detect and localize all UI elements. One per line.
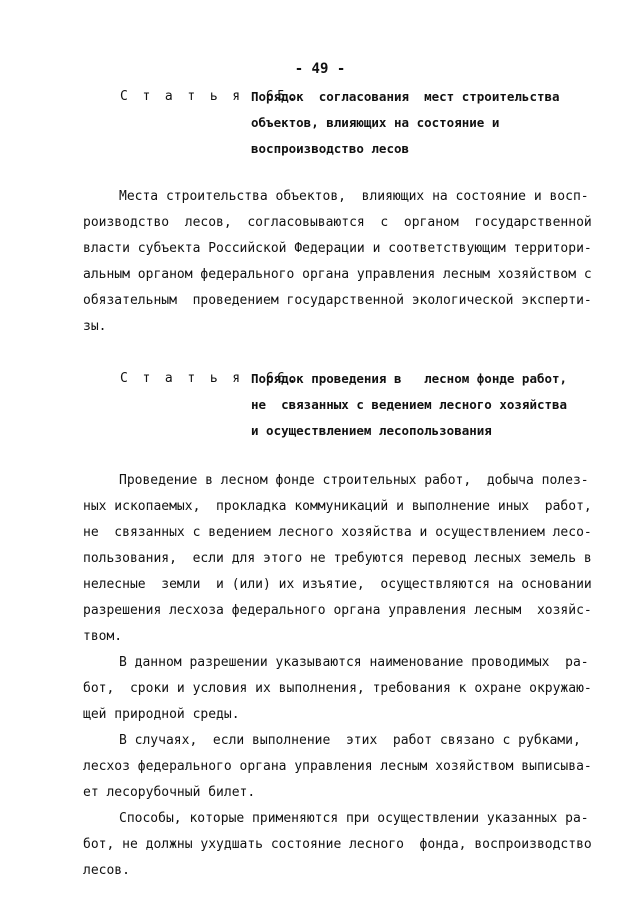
text-line: роизводство лесов, согласовываются с органом государственной [83,215,592,230]
text-line: В случаях, если выполнение этих работ связано с рубками, [119,733,581,748]
text-line: В данном разрешении указываются наименование проводимых ра- [119,655,589,670]
article-title-line: объектов, влияющих на состояние и [251,115,500,130]
text-line: альным органом федерального органа управления лесным хозяйством с [83,267,592,282]
article-title-line: Порядок согласования мест строительства [251,89,560,104]
text-line: власти субъекта Российской Федерации и соответствующим территори- [83,241,592,256]
page-number: - 49 - [294,61,346,77]
paragraph [83,728,592,806]
paragraph [83,468,592,650]
text-line: лесов. [83,863,130,878]
text-line: нелесные земли и (или) их изъятие, осуществляются на основании [83,577,592,592]
text-line: бот, не должны ухудшать состояние лесного фонда, воспроизводство [83,837,592,852]
text-line: бот, сроки и условия их выполнения, требования к охране окружаю- [83,681,592,696]
text-line: Способы, которые применяются при осуществлении указанных ра- [119,811,589,826]
article-65-header [120,84,590,162]
text-line: ет лесорубочный билет. [83,785,256,800]
article-title-line: воспроизводство лесов [251,141,410,156]
article-66-header [120,366,590,444]
paragraph [83,184,592,340]
text-line: пользования, если для этого не требуются перевод лесных земель в [83,551,592,566]
paragraph [83,806,592,884]
text-line: не связанных с ведением лесного хозяйства и осуществлением лесо- [83,525,592,540]
article-66-label: С т а т ь я 66. [120,371,300,386]
article-65-title [251,84,591,162]
article-title-line: Порядок проведения в лесном фонде работ, [251,371,568,386]
text-line: разрешения лесхоза федерального органа управления лесным хозяйс- [83,603,592,618]
article-title-line: не связанных с ведением лесного хозяйства [251,397,568,412]
article-66-body [83,468,592,884]
text-line: лесхоз федерального органа управления лесным хозяйством выписыва- [83,759,592,774]
text-line: зы. [83,319,107,334]
article-65-body [83,184,592,340]
text-line: Проведение в лесном фонде строительных работ, добыча полез- [119,473,589,488]
paragraph [83,650,592,728]
article-title-line: и осуществлением лесопользования [251,423,492,438]
text-line: ных ископаемых, прокладка коммуникаций и выполнение иных работ, [83,499,592,514]
text-line: Места строительства объектов, влияющих на состояние и восп- [119,189,589,204]
text-line: обязательным проведением государственной экологической эксперти- [83,293,592,308]
text-line: твом. [83,629,123,644]
article-65-label: С т а т ь я 65. [120,89,300,104]
text-line: щей природной среды. [83,707,240,722]
article-66-title [251,366,591,444]
